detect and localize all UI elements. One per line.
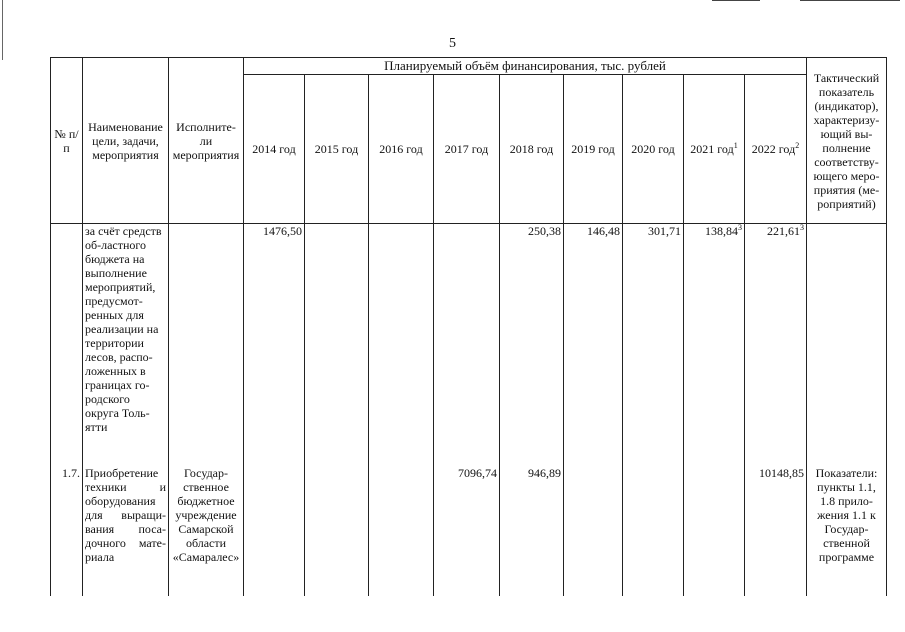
row-name: Приобретение техники и оборудования для выращи-вания поса-дочного мате-риала: [83, 462, 169, 596]
header-executor: Исполните-ли мероприятия: [169, 58, 244, 224]
header-year: 2017 год: [434, 75, 500, 224]
header-year: 2018 год: [500, 75, 564, 224]
table-row: [51, 462, 887, 596]
header-year: 2014 год: [244, 75, 305, 224]
header-year: 2019 год: [564, 75, 623, 224]
row-value: [623, 462, 684, 596]
header-year: 2020 год: [623, 75, 684, 224]
row-value: [564, 462, 623, 596]
row-value: [434, 224, 500, 463]
header-planned-financing: Планируемый объём финансирования, тыс. рублей: [244, 58, 807, 75]
row-value: [244, 462, 305, 596]
header-indicator: Тактический показатель (индикатор), характеризу-ющий вы-полнение соответству-ющего меро-приятия (ме-роприятий): [807, 58, 887, 224]
row-value: [305, 462, 369, 596]
row-value: [369, 462, 434, 596]
row-value: [305, 224, 369, 463]
financing-table: [50, 57, 887, 596]
scan-edge-line: [712, 0, 760, 1]
row-value: 10148,85: [745, 462, 807, 596]
row-executor: Государ-ственное бюджетное учреждение Самарской области «Самаралес»: [169, 462, 244, 596]
row-value: [369, 224, 434, 463]
row-value: 946,89: [500, 462, 564, 596]
header-year: 2022 год$^2$: [745, 75, 807, 224]
scan-edge-line: [800, 0, 900, 1]
row-indicator: Показатели: пункты 1.1, 1.8 прило-жения 1.1 к Государ-ственной программе: [807, 462, 887, 596]
header-year: 2021 год$^1$: [684, 75, 745, 224]
row-value: 7096,74: [434, 462, 500, 596]
header-name: Наименование цели, задачи, мероприятия: [83, 58, 169, 224]
row-value: 138,84$^3$: [684, 224, 745, 463]
row-executor: [169, 224, 244, 463]
row-value: [684, 462, 745, 596]
row-indicator: [807, 224, 887, 463]
row-num: [51, 224, 83, 463]
page-number: 5: [449, 36, 456, 51]
header-year: 2015 год: [305, 75, 369, 224]
row-name: за счёт средств об-ластного бюджета на выполнение мероприятий, предусмот-ренных для реализации на территории лесов, распо-ложенных в границах го-родского округа Толь-ятти: [83, 224, 169, 463]
row-value: 146,48: [564, 224, 623, 463]
header-num: № п/п: [51, 58, 83, 224]
row-value: 250,38: [500, 224, 564, 463]
table-row: [51, 224, 887, 463]
row-value: 1476,50: [244, 224, 305, 463]
row-num: 1.7.: [51, 462, 83, 596]
row-value: 221,61$^3$: [745, 224, 807, 463]
row-value: 301,71: [623, 224, 684, 463]
header-year: 2016 год: [369, 75, 434, 224]
